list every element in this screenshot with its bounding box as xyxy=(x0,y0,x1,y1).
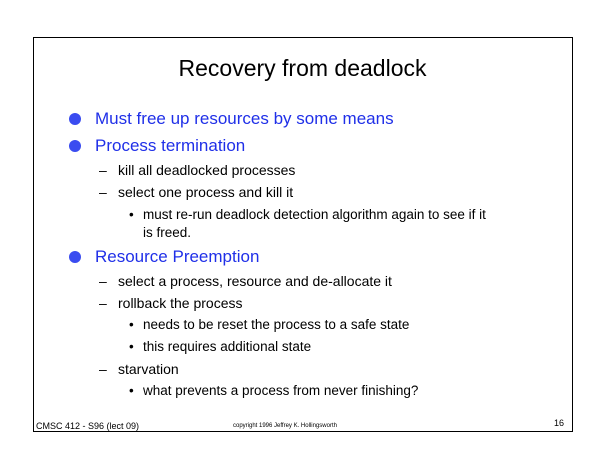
subsub-bullet-text: is freed. xyxy=(143,225,192,240)
small-bullet-icon: • xyxy=(129,317,134,332)
sub-bullet-text: rollback the process xyxy=(118,295,243,311)
slide-frame xyxy=(33,37,573,432)
slide-title: Recovery from deadlock xyxy=(178,55,427,81)
subsub-bullet-never-finishing xyxy=(129,382,419,400)
bullet-text: Process termination xyxy=(95,136,246,155)
small-bullet-icon: • xyxy=(129,339,134,354)
footer-course: CMSC 412 - S96 (lect 09) xyxy=(36,421,140,431)
subsub-bullet-text: needs to be reset the process to a safe state xyxy=(143,317,410,332)
bullet-resource-preemption xyxy=(95,247,259,267)
subsub-bullet-rerun-cont xyxy=(143,224,191,242)
bullet-free-resources xyxy=(95,109,394,129)
sub-bullet-starvation xyxy=(99,360,179,378)
bullet-dot-icon xyxy=(69,251,81,263)
subsub-bullet-rerun xyxy=(129,206,486,224)
bullet-dot-icon xyxy=(69,113,81,125)
subsub-bullet-text: this requires additional state xyxy=(143,339,312,354)
footer-copyright: copyright 1996 Jeffrey K. Hollingsworth xyxy=(233,423,337,429)
small-bullet-icon: • xyxy=(129,383,134,398)
small-bullet-icon: • xyxy=(129,207,134,222)
bullet-dot-icon xyxy=(69,140,81,152)
sub-bullet-rollback xyxy=(99,294,243,312)
subsub-bullet-additional-state xyxy=(129,338,312,356)
subsub-bullet-text: what prevents a process from never finishing? xyxy=(143,383,419,398)
subsub-bullet-reset xyxy=(129,316,410,334)
bullet-text: Must free up resources by some means xyxy=(95,109,394,128)
dash-icon: – xyxy=(99,361,107,377)
dash-icon: – xyxy=(99,184,107,200)
dash-icon: – xyxy=(99,273,107,289)
sub-bullet-select-one xyxy=(99,183,294,201)
bullet-process-termination xyxy=(95,136,245,156)
bullet-text: Resource Preemption xyxy=(95,247,260,266)
dash-icon: – xyxy=(99,162,107,178)
sub-bullet-text: kill all deadlocked processes xyxy=(118,162,296,178)
sub-bullet-text: select a process, resource and de-allocate it xyxy=(118,273,392,289)
page-number: 16 xyxy=(554,418,565,428)
sub-bullet-text: starvation xyxy=(118,361,179,377)
sub-bullet-kill-all xyxy=(99,161,296,179)
sub-bullet-text: select one process and kill it xyxy=(118,184,294,200)
sub-bullet-select-process xyxy=(99,272,392,290)
subsub-bullet-text: must re-run deadlock detection algorithm again to see if it xyxy=(143,207,486,222)
dash-icon: – xyxy=(99,295,107,311)
